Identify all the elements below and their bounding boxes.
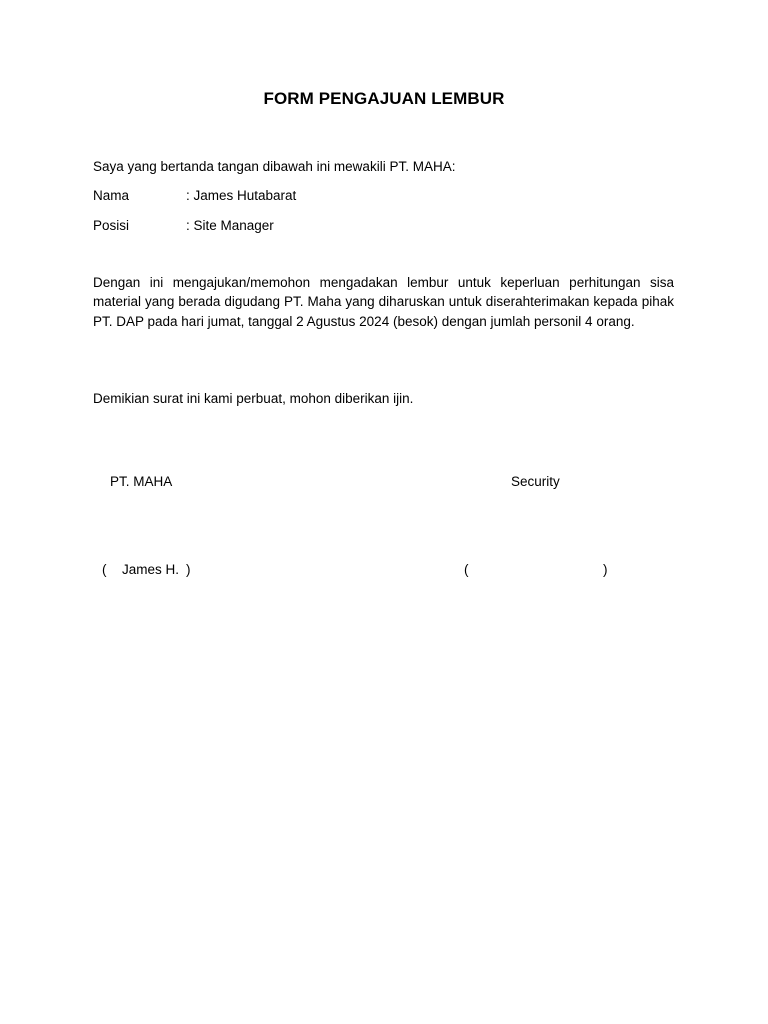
signature-right-open-paren: ( <box>464 562 469 577</box>
intro-text: Saya yang bertanda tangan dibawah ini mewakili PT. MAHA: <box>93 159 456 174</box>
body-paragraph: Dengan ini mengajukan/memohon mengadakan lembur untuk keperluan perhitungan sisa material yang berada digudang PT. Maha yang diharuskan untuk diserahterimakan kepada pihak PT. DAP pada hari jumat, tanggal 2 Agustus 2024 (besok) dengan jumlah personil 4 orang. <box>93 275 674 329</box>
signature-left-label: PT. MAHA <box>110 474 173 489</box>
signature-left-name: James H. <box>122 562 180 577</box>
field-label-nama: Nama <box>93 188 130 203</box>
signature-left-open-paren: ( <box>102 562 107 577</box>
closing-text: Demikian surat ini kami perbuat, mohon diberikan ijin. <box>93 391 414 406</box>
field-label-posisi: Posisi <box>93 218 130 233</box>
field-value-nama: : James Hutabarat <box>186 188 297 203</box>
signature-right-label: Security <box>511 474 560 489</box>
signature-left-close-paren: ) <box>186 562 191 577</box>
document-title: FORM PENGAJUAN LEMBUR <box>263 89 505 108</box>
signature-right-close-paren: ) <box>603 562 608 577</box>
field-value-posisi: : Site Manager <box>186 218 274 233</box>
